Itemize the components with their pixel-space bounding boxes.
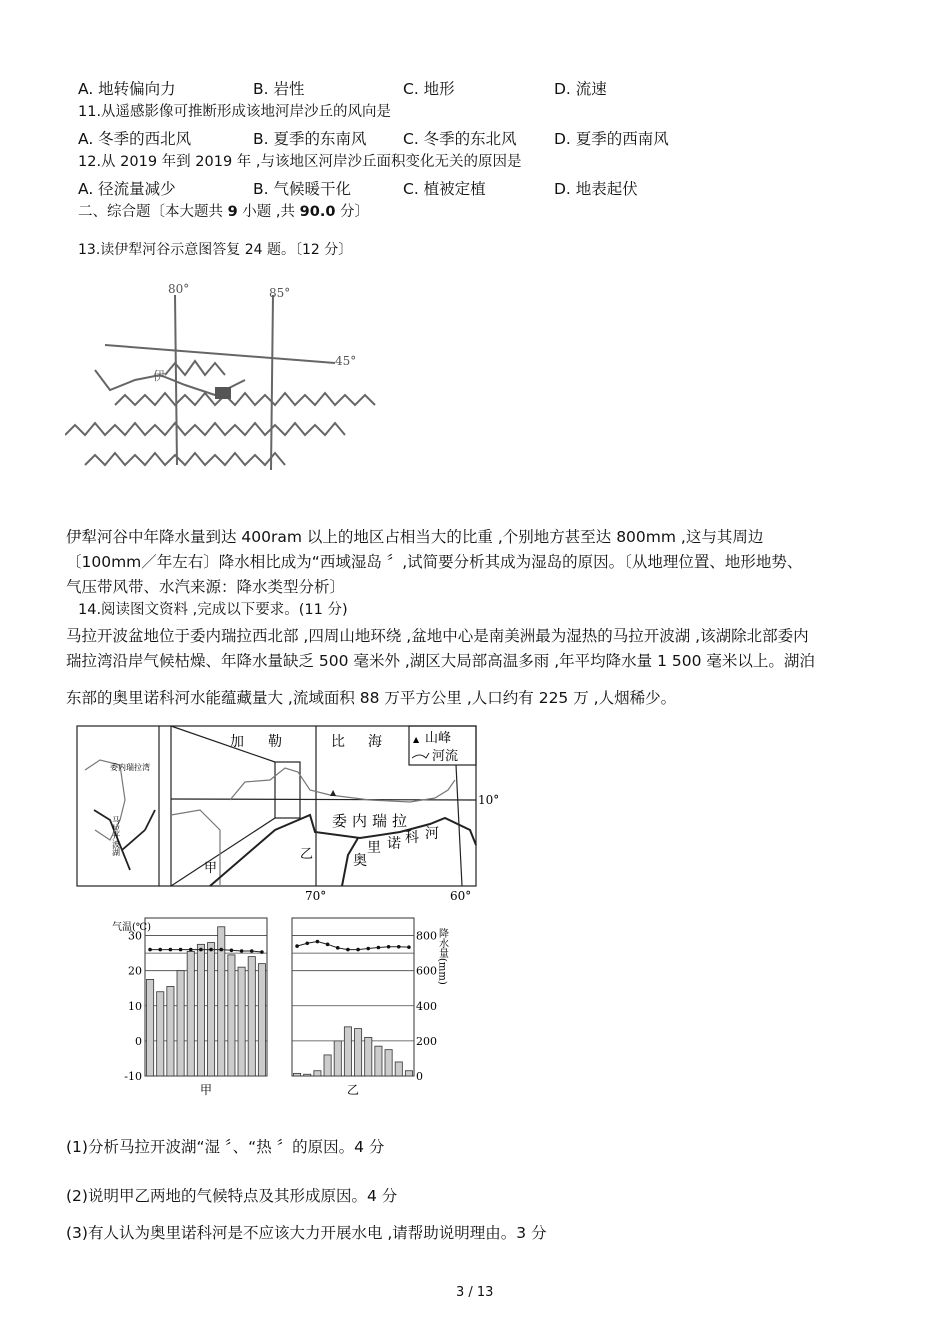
temp-line	[297, 942, 409, 950]
temp-point	[199, 948, 203, 952]
lake-mark	[215, 387, 231, 399]
y2-tick-label: 0	[416, 1070, 423, 1083]
temp-line	[150, 950, 262, 952]
lon-label: 85°	[269, 286, 291, 300]
q13-paragraph-line: 伊犁河谷中年降水量到达 400ram 以上的地区占相当大的比重 ,个别地方甚至达 800mm ,这与其周边	[66, 528, 764, 546]
river-label: 河	[425, 826, 439, 842]
option-b[interactable]: B. 岩性	[253, 80, 305, 98]
option-c[interactable]: C. 植被定植	[403, 180, 486, 198]
section-suffix: 分〕	[335, 204, 370, 220]
river-label: 里	[367, 840, 381, 856]
temp-point	[209, 948, 213, 952]
q13-paragraph-line: 〔100mm／年左右〕降水相比成为“西域湿岛 〞,试简要分析其成为湿岛的原因。〔从地理位置、地形地势、	[66, 553, 803, 571]
site-jia-label: 甲	[204, 861, 218, 876]
temp-point	[366, 947, 370, 951]
y-axis-label: 气温(℃)	[112, 922, 151, 933]
temp-point	[336, 946, 340, 950]
temp-point	[326, 943, 330, 947]
y-tick-label: 20	[128, 964, 142, 978]
precip-bar	[187, 951, 194, 1076]
precip-bar	[395, 1062, 402, 1076]
question-1: (1)分析马拉开波湖“湿 〞、“热 〞的原因。4 分	[66, 1138, 385, 1156]
page-number: 3 / 13	[456, 1285, 494, 1300]
lon-label: 80°	[168, 282, 190, 296]
temp-point	[158, 948, 162, 952]
question-3: (3)有人认为奥里诺科河是不应该大力开展水电 ,请帮助说明理由。3 分	[66, 1224, 547, 1242]
temp-point	[169, 948, 173, 952]
place-label: 伊	[153, 369, 166, 383]
precip-bar	[197, 944, 204, 1076]
precip-bar	[228, 955, 235, 1076]
precip-bar	[208, 943, 215, 1076]
y2-axis-label: 降水量(mm)	[436, 928, 448, 985]
q14-stem: 14.阅读图文资料 ,完成以下要求。(11 分)	[78, 602, 348, 618]
q14-paragraph-line: 东部的奥里诺科河水能蕴藏量大 ,流域面积 88 万平方公里 ,人口约有 225 万 ,人烟稀少。	[66, 689, 677, 707]
question-2: (2)说明甲乙两地的气候特点及其形成原因。4 分	[66, 1187, 398, 1205]
section-score: 90.0	[299, 204, 336, 220]
y-tick-label: 0	[135, 1034, 142, 1048]
temp-point	[189, 948, 193, 952]
option-a[interactable]: A. 径流量减少	[78, 180, 176, 198]
sea-label: 海	[368, 734, 382, 750]
y-tick-label: -10	[124, 1070, 142, 1083]
precip-bar	[167, 986, 174, 1076]
precip-bar	[385, 1050, 392, 1076]
legend-river-icon	[412, 753, 429, 758]
site-yi-label: 乙	[300, 847, 314, 862]
temp-point	[260, 950, 264, 954]
precip-bar	[294, 1073, 301, 1076]
q14-paragraph-line: 瑞拉湾沿岸气候枯燥、年降水量缺乏 500 毫米外 ,湖区大局部高温多雨 ,年平均降水量 1 500 毫米以上。湖泊	[66, 652, 815, 670]
precip-bar	[304, 1074, 311, 1076]
y-tick-label: 10	[128, 999, 142, 1013]
section-mid: 小题 ,共	[237, 204, 300, 220]
q11-stem: 11.从遥感影像可推断形成该地河岸沙丘的风向是	[78, 104, 392, 120]
peak-icon: ▲	[330, 788, 337, 797]
option-d[interactable]: D. 流速	[554, 80, 607, 98]
gulf-label: 委内瑞拉湾	[110, 763, 150, 772]
sea-label: 加	[230, 734, 244, 750]
precip-bar	[324, 1055, 331, 1076]
temp-point	[305, 941, 309, 945]
temp-point	[219, 948, 223, 952]
venezuela-map	[70, 720, 510, 905]
temp-point	[230, 949, 234, 953]
temp-point	[387, 945, 391, 949]
y-tick-label: 30	[128, 929, 142, 943]
legend-river-label: 河流	[432, 749, 459, 764]
temp-point	[407, 945, 411, 949]
temp-point	[356, 948, 360, 952]
river-label: 诺	[387, 836, 401, 852]
precip-bar	[248, 957, 255, 1076]
country-label: 委内瑞拉	[332, 812, 413, 830]
option-d[interactable]: D. 地表起伏	[554, 180, 638, 198]
precip-bar	[365, 1037, 372, 1076]
section-prefix: 二、综合题〔本大题共	[78, 204, 228, 220]
precip-bar	[314, 1071, 321, 1076]
chart-title: 乙	[347, 1083, 360, 1097]
q12-stem: 12.从 2019 年到 2019 年 ,与该地区河岸沙丘面积变化无关的原因是	[78, 154, 522, 170]
temp-point	[240, 949, 244, 953]
precip-bar	[238, 967, 245, 1076]
legend-peak-label: 山峰	[425, 731, 452, 746]
precip-bar	[344, 1027, 351, 1076]
option-a[interactable]: A. 冬季的西北风	[78, 130, 192, 148]
ili-valley-sketch-map	[65, 275, 390, 475]
lat-label: 10°	[478, 793, 500, 807]
y2-tick-label: 800	[416, 929, 437, 943]
q13-paragraph-line: 气压带风带、水汽来源：降水类型分析〕	[66, 578, 346, 596]
precip-bar	[157, 992, 164, 1076]
lon-label: 70°	[305, 889, 327, 903]
precip-bar	[375, 1046, 382, 1076]
temp-point	[377, 946, 381, 950]
y2-tick-label: 600	[416, 964, 437, 978]
chart-frame	[292, 918, 414, 1076]
section-heading	[78, 202, 369, 222]
option-b[interactable]: B. 夏季的东南风	[253, 130, 367, 148]
precip-bar	[177, 971, 184, 1076]
river-label: 科	[405, 830, 419, 846]
temp-point	[148, 948, 152, 952]
temp-point	[397, 945, 401, 949]
precip-bar	[334, 1041, 341, 1076]
sea-label: 比	[331, 734, 345, 750]
option-c[interactable]: C. 冬季的东北风	[403, 130, 517, 148]
temp-point	[179, 948, 183, 952]
precip-bar	[405, 1071, 412, 1076]
lon-label: 60°	[450, 889, 472, 903]
precip-bar	[147, 979, 154, 1076]
legend-peak-icon: ▲	[413, 735, 420, 744]
option-d[interactable]: D. 夏季的西南风	[554, 130, 669, 148]
q13-stem: 13.读伊犁河谷示意图答复 24 题。〔12 分〕	[78, 242, 353, 258]
y2-tick-label: 400	[416, 999, 437, 1013]
precip-bar	[258, 964, 265, 1076]
section-count: 9	[227, 204, 238, 220]
temp-point	[346, 948, 350, 952]
precip-bar	[355, 1029, 362, 1076]
y2-tick-label: 200	[416, 1034, 437, 1048]
river-label: 奥	[353, 853, 367, 869]
option-b[interactable]: B. 气候暖干化	[253, 180, 351, 198]
temp-point	[295, 944, 299, 948]
sea-label: 勒	[268, 734, 282, 750]
temp-point	[250, 949, 254, 953]
climate-charts	[110, 910, 480, 1100]
lat-label: 45°	[335, 354, 357, 368]
chart-title: 甲	[200, 1083, 213, 1097]
option-c[interactable]: C. 地形	[403, 80, 455, 98]
q14-paragraph-line: 马拉开波盆地位于委内瑞拉西北部 ,四周山地环绕 ,盆地中心是南美洲最为湿热的马拉开波湖 ,该湖除北部委内	[66, 627, 809, 645]
temp-point	[316, 940, 320, 944]
option-a[interactable]: A. 地转偏向力	[78, 80, 176, 98]
lake-label: 马拉开波湖	[111, 816, 121, 856]
